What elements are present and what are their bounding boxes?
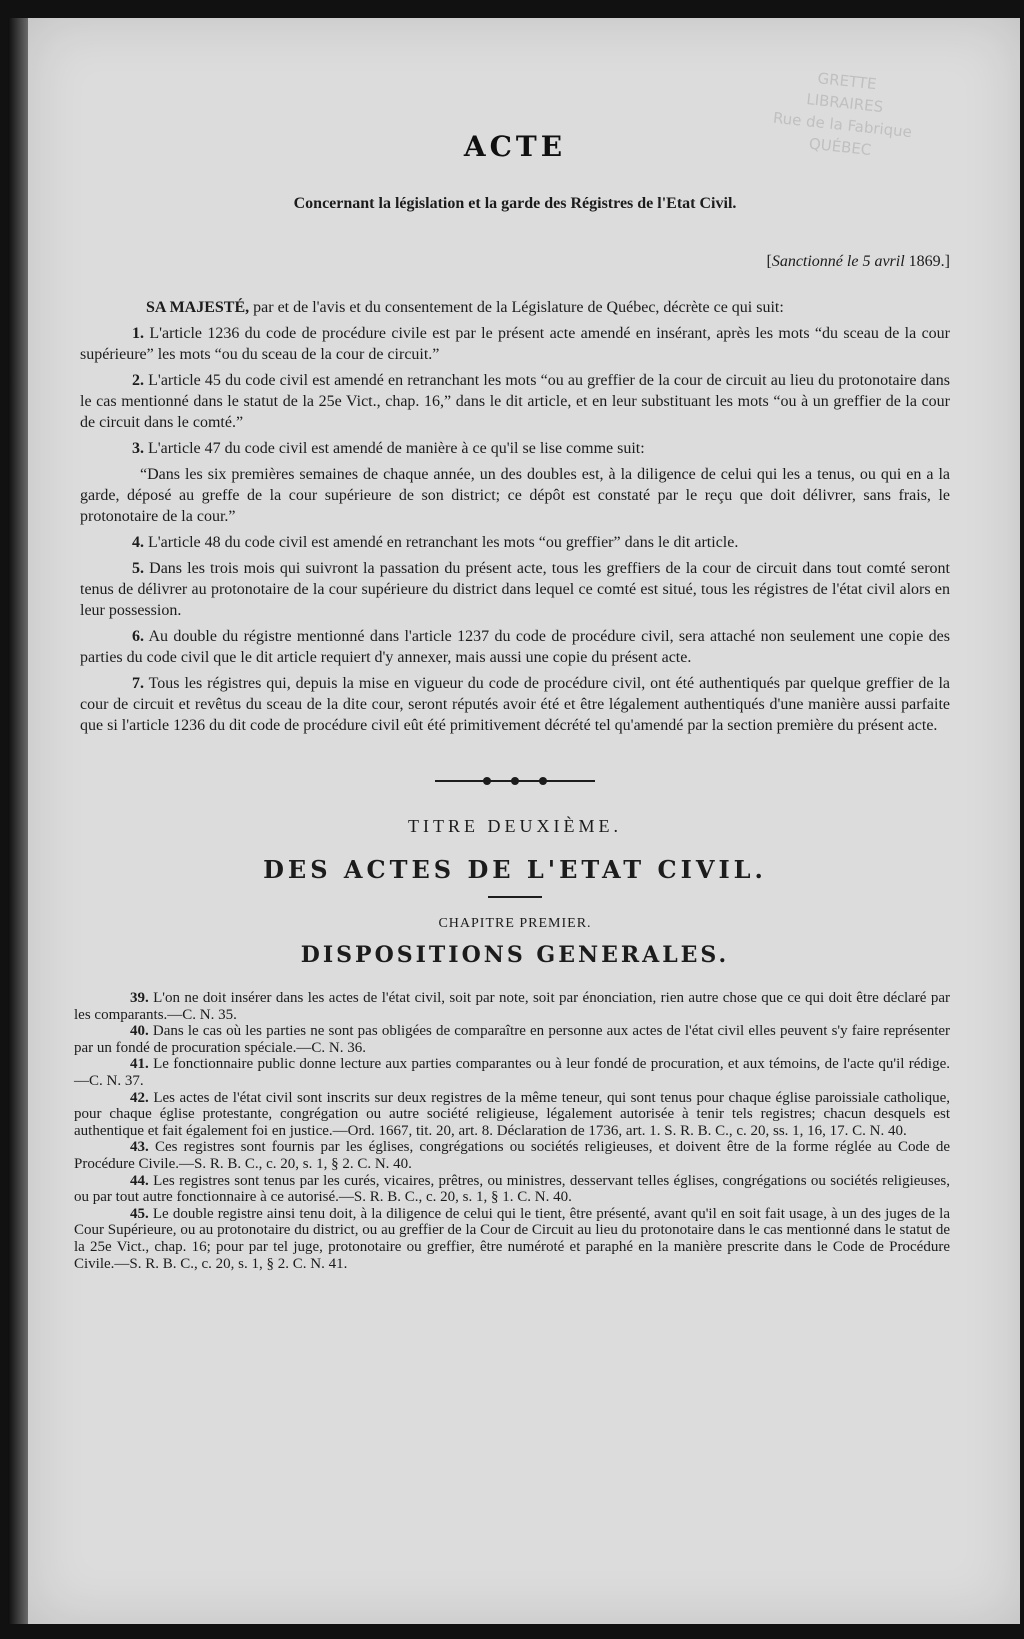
ornament-dot bbox=[483, 777, 491, 785]
section-rule bbox=[488, 896, 542, 898]
code-article bbox=[74, 1206, 950, 1272]
code-article bbox=[74, 1173, 950, 1206]
article-number: 5. bbox=[132, 560, 144, 577]
ornament-dot bbox=[511, 777, 519, 785]
section-heading: DES ACTES DE L'ETAT CIVIL. bbox=[263, 855, 767, 884]
code-article-number: 44. bbox=[130, 1172, 149, 1189]
document-title: ACTE bbox=[463, 130, 567, 163]
code-article-text: Les actes de l'état civil sont inscrits sur deux registres de la même teneur, qui sont tenus pour chaque église paroissiale catholique, pour chaque église protestante, congrégation ou autre société religieuse, légalement autorisée à tenir tels registres; chacun desquels est authentique et fait également foi en justice.—Ord. 1667, tit. 20, art. 8. Déclaration de 1736, art. 1. S. R. B. C., c. 20, ss. 1, 16, 17. C. N. 40. bbox=[74, 1089, 950, 1139]
article-number: 7. bbox=[132, 675, 144, 692]
sanction-date bbox=[80, 253, 950, 271]
sanction-bracket: [ bbox=[766, 253, 772, 270]
code-article-number: 45. bbox=[130, 1205, 149, 1222]
code-article bbox=[74, 1056, 950, 1089]
article-number: 4. bbox=[132, 534, 144, 551]
code-articles bbox=[74, 990, 950, 1272]
article-text: Dans les trois mois qui suivront la passation du présent acte, tous les greffiers de la cour de circuit dans tout comté seront tenus de délivrer au protonotaire de la cour supérieure du district dans lequel ce comté est situé, tous les régistres de l'état civil alors en leur possession. bbox=[80, 560, 951, 619]
intro-lead: SA MAJESTÉ, bbox=[146, 299, 250, 316]
document-subtitle: Concernant la législation et la garde des Régistres de l'Etat Civil. bbox=[293, 195, 737, 212]
stamp-line-4: QUÉBEC bbox=[808, 134, 873, 160]
code-article bbox=[74, 990, 950, 1023]
article-text: L'article 1236 du code de procédure civile est par le présent acte amendé en insérant, après les mots “du sceau de la cour supérieure” les mots “ou du sceau de la cour de circuit.” bbox=[80, 325, 951, 363]
code-article-number: 42. bbox=[130, 1089, 149, 1106]
article-text: “Dans les six premières semaines de chaque année, un des doubles est, à la diligence de celui qui les a tenus, ou qui en a la garde, déposé au greffe de la cour supérieure de son district; ce dépôt est constaté par le reçu que doit délivrer, sans frais, le protonotaire de la cour.” bbox=[80, 466, 950, 525]
article-paragraph bbox=[80, 626, 950, 668]
article-text: L'article 47 du code civil est amendé de manière à ce qu'il se lise comme suit: bbox=[148, 440, 645, 457]
stamp-line-3: Rue de la Fabrique bbox=[772, 108, 913, 142]
article-paragraph bbox=[80, 673, 950, 736]
code-article-number: 41. bbox=[130, 1056, 149, 1073]
document-content bbox=[74, 130, 951, 1272]
code-article-text: Dans le cas où les parties ne sont pas obligées de comparaître en personne aux actes de l'état civil elles peuvent s'y faire représenter par un fondé de procuration spéciale.—C. N. 36. bbox=[74, 1023, 951, 1056]
code-article-text: Ces registres sont fournis par les églises, congrégations ou sociétés religieuses, et doivent être de la forme réglée au Code de Procédure Civile.—S. R. B. C., c. 20, s. 1, § 2. C. N. 40. bbox=[74, 1139, 951, 1172]
article-number: 6. bbox=[132, 628, 144, 645]
stamp-line-1: GRETTE bbox=[816, 69, 878, 94]
page-spine-shadow bbox=[8, 18, 28, 1624]
code-article bbox=[74, 1139, 950, 1172]
article-text: Au double du régistre mentionné dans l'article 1237 du code de procédure civil, sera attaché non seulement une copie des parties du code civil que le dit article requiert d'y annexer, mais aussi une copie du présent acte. bbox=[80, 628, 950, 666]
act-body bbox=[80, 297, 950, 736]
article-text: Tous les régistres qui, depuis la mise en vigueur du code de procédure civil, ont été authentiqués par quelque greffier de la cour de circuit et revêtus du sceau de la dite cour, seront réputés avoir été et être légalement authentiqués d'une manière aussi parfaite que si l'article 1236 du dit code de procédure civil eût été primitivement décrété tel qu'amendé par la section première du présent acte. bbox=[80, 675, 950, 734]
sanction-year: 1869.] bbox=[908, 253, 950, 270]
code-article-number: 43. bbox=[130, 1139, 149, 1156]
code-article-number: 39. bbox=[130, 990, 149, 1006]
article-quote bbox=[80, 464, 950, 527]
article-paragraph bbox=[80, 532, 950, 553]
article-text: L'article 48 du code civil est amendé en retranchant les mots “ou greffier” dans le dit article. bbox=[148, 534, 739, 551]
code-article-text: Le fonctionnaire public donne lecture aux parties comparantes ou à leur fondé de procuration, et aux témoins, de l'acte qu'il rédige.—C. N. 37. bbox=[74, 1056, 950, 1089]
ornament-divider bbox=[435, 776, 595, 786]
code-article-text: Le double registre ainsi tenu doit, à la diligence de celui qui le tient, être présenté, avant qu'il en soit fait usage, à un des juges de la Cour Supérieure, ou au protonotaire du district, ou au greffier de la Cour de Circuit au lieu du protonotaire dans le cas mentionné dans le statut de la 25e Vict., chap. 16; pour par tel juge, protonotaire ou greffier, être numéroté et paraphé en la manière prescrite dans le Code de Procédure Civile.—S. R. B. C., c. 20, s. 1, § 2. C. N. 41. bbox=[74, 1205, 950, 1272]
article-number: 2. bbox=[132, 372, 144, 389]
article-number: 1. bbox=[132, 325, 144, 342]
sanction-label: Sanctionné le 5 avril bbox=[771, 253, 905, 270]
ornament-dot bbox=[539, 777, 547, 785]
code-article bbox=[74, 1023, 950, 1056]
section-titre: TITRE DEUXIÈME. bbox=[408, 816, 622, 836]
article-paragraph bbox=[80, 323, 950, 365]
dispositions-heading: DISPOSITIONS GENERALES. bbox=[300, 942, 730, 968]
chapter-label: CHAPITRE PREMIER. bbox=[438, 916, 592, 931]
stamp-line-2: LIBRAIRES bbox=[805, 90, 885, 117]
code-article bbox=[74, 1090, 950, 1140]
article-text: L'article 45 du code civil est amendé en retranchant les mots “ou au greffier de la cour de circuit au lieu du protonotaire dans le cas mentionné dans le statut de la 25e Vict., chap. 16,” dans le dit article, et en leur substituant les mots “ou à un greffier de la cour de circuit dans le comté.” bbox=[80, 372, 950, 431]
code-article-text: Les registres sont tenus par les curés, vicaires, prêtres, ou ministres, desservant telles églises, congrégations ou sociétés religieuses, ou par tout autre fonctionnaire à ce autorisé.—S. R. B. C., c. 20, s. 1, § 1. C. N. 40. bbox=[74, 1172, 950, 1206]
code-article-number: 40. bbox=[130, 1023, 149, 1040]
code-article-text: L'on ne doit insérer dans les actes de l'état civil, soit par note, soit par énonciation, rien autre chose que ce qui doit être déclaré par les comparants.—C. N. 35. bbox=[74, 990, 950, 1023]
article-paragraph bbox=[80, 438, 950, 459]
intro-paragraph bbox=[80, 297, 950, 318]
intro-text: par et de l'avis et du consentement de la Législature de Québec, décrète ce qui suit: bbox=[253, 299, 784, 316]
article-number: 3. bbox=[132, 440, 144, 457]
article-paragraph bbox=[80, 370, 950, 433]
article-paragraph bbox=[80, 558, 950, 621]
